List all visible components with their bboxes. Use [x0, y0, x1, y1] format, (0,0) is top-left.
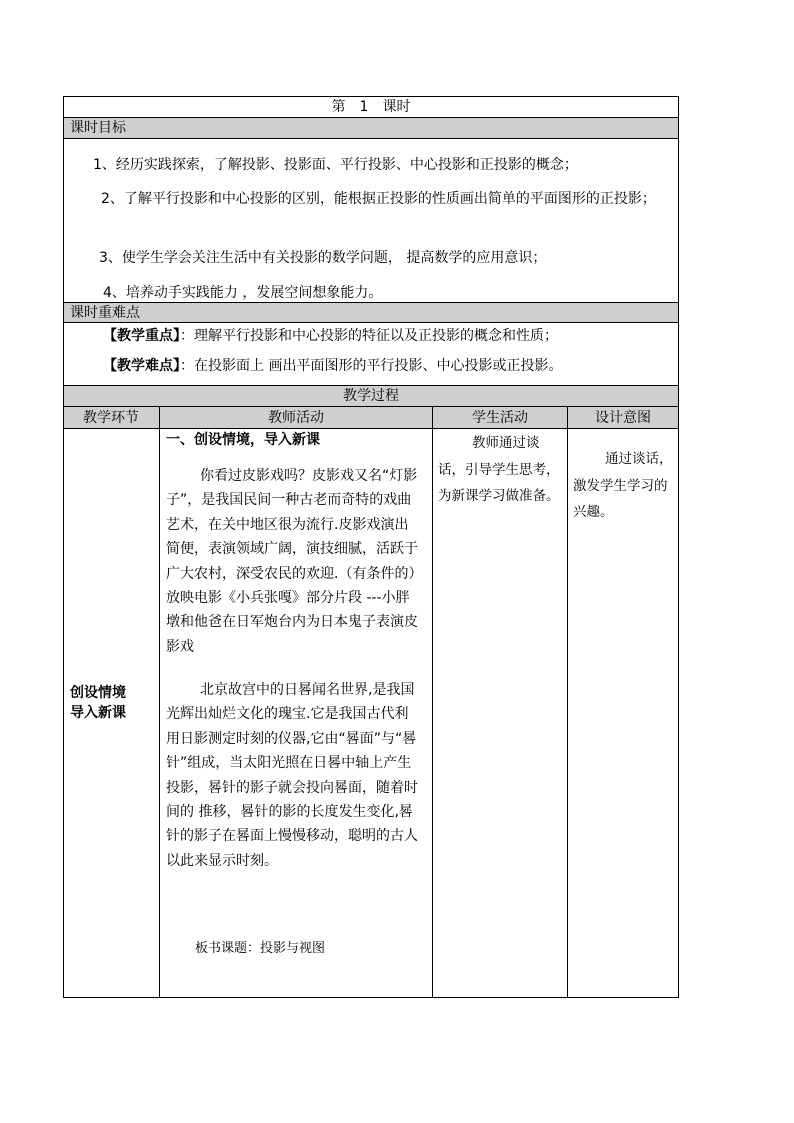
difficulty-text: ：在投影面上 画出平面图形的平行投影、中心投影或正投影。: [180, 358, 563, 374]
objectives-title: 课时目标: [70, 120, 126, 136]
objectives-title-band: [64, 118, 678, 138]
lesson-header: 第 1 课时: [331, 99, 411, 115]
teaching-focus: [103, 327, 558, 345]
process-title: 教学过程: [343, 388, 399, 404]
stage-line-2: 导入新课: [70, 705, 126, 721]
objective-item-1: 1、经历实践探索，了解投影、投影面、平行投影、中心投影和正投影的概念；: [93, 157, 578, 173]
teaching-difficulty: [103, 357, 562, 375]
design-intent: 通过谈话，激发学生学习的兴趣。: [573, 451, 673, 520]
col-header-stage: 教学环节: [83, 410, 139, 426]
focus-label: 【教学重点】: [103, 328, 180, 344]
keypoints-title-band: [64, 303, 678, 322]
focus-text: ：理解平行投影和中心投影的特征以及正投影的概念和性质；: [180, 328, 558, 344]
student-activity: 教师通过谈话，引导学生思考，为新课学习做准备。: [438, 435, 560, 504]
keypoints-title: 课时重难点: [70, 305, 140, 321]
teacher-para-2: 北京故宫中的日晷闻名世界,是我国光辉出灿烂文化的瑰宝.它是我国古代利用日影测定时刻的仪器,它由“晷面”与“晷针”组成，当太阳光照在日晷中轴上产生投影，晷针的影子就会投向晷面，随着时间的 推移，晷针的影的长度发生变化,晷针的影子在晷面上慢慢移动，聪明的古人以此来显示时刻。: [166, 682, 418, 869]
stage-line-1: 创设情境: [70, 685, 126, 701]
objective-item-2: 2、了解平行投影和中心投影的区别，能根据正投影的性质画出简单的平面图形的正投影；: [101, 191, 656, 207]
col-header-intent: 设计意图: [595, 410, 651, 426]
teacher-para-1: 你看过皮影戏吗？皮影戏又名“灯影子”，是我国民间一种古老而奇特的戏曲艺术，在关中地区很为流行.皮影戏演出简便，表演领域广阔，演技细腻，活跃于广大农村，深受农民的欢迎.（有条件的）放映电影《小兵张嘎》部分片段 ---小胖墩和他爸在日军炮台内为日本鬼子表演皮影戏: [166, 468, 418, 655]
objective-item-4: 4、培养动手实践能力 ，发展空间想象能力。: [103, 285, 383, 301]
lesson-plan-table: [63, 96, 679, 998]
board-title: 板书课题：投影与视图: [195, 941, 326, 956]
teacher-heading: 一、创设情境，导入新课: [166, 432, 320, 448]
objective-item-3: 3、使学生学会关注生活中有关投影的数学问题， 提高数学的应用意识；: [99, 250, 547, 266]
col-header-student: 学生活动: [472, 410, 528, 426]
difficulty-label: 【教学难点】: [103, 358, 180, 374]
col-header-teacher: 教师活动: [268, 410, 324, 426]
